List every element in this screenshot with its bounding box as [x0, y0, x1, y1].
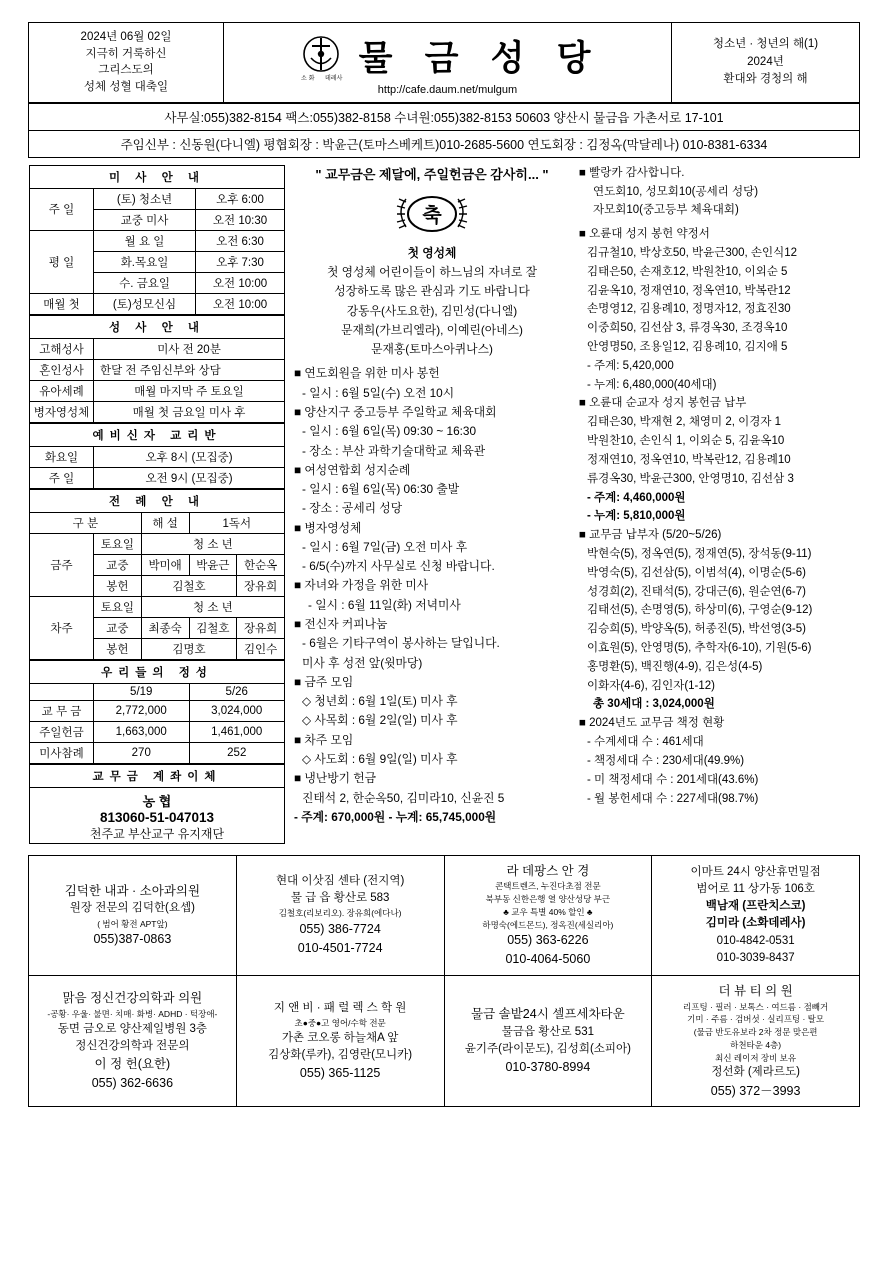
- offering-r0-b: 3,024,000: [189, 700, 285, 721]
- ad-0[interactable]: [29, 855, 237, 975]
- liturgy-week-next: 차주: [30, 596, 94, 659]
- mass-schedule-title: 미 사 안 내: [30, 165, 285, 188]
- sacrament-val-3: 매월 첫 금요일 미사 후: [94, 401, 285, 422]
- ad-1-line-1: 물 급 읍 황산로 583: [290, 892, 390, 905]
- mass-row-2-time: 오전 6:30: [196, 230, 285, 251]
- ad-1-line-4: 010-4501-7724: [297, 940, 383, 955]
- ad-5-line-0: 지 앤 비 · 패 럴 렉 스 학 원: [273, 1001, 407, 1014]
- notice-2-line-1: - 장소 : 공세리 성당: [302, 501, 403, 516]
- first-communion-name-2: 문재홍(토마스아퀴나스): [371, 342, 493, 357]
- liturgy-r0-span: 청 소 년: [141, 533, 284, 554]
- mass-row-4-time: 오전 10:00: [196, 272, 285, 293]
- offering-table: [29, 660, 285, 764]
- left-column: [28, 164, 286, 845]
- ad-2-line-2: 북부동 신한은행 열 양산성당 부근: [485, 894, 611, 905]
- sacrament-key-1: 혼인성사: [30, 359, 94, 380]
- ad-4-line-2: 동면 금오로 양산제일병원 3층: [57, 1022, 208, 1035]
- liturgy-r3-span: 청 소 년: [141, 596, 284, 617]
- martyr-line-2: 정재연10, 정옥연10, 박복란12, 김용례10: [587, 453, 791, 466]
- contact-line-clergy: 주임신부 : 신동원(다니엘) 평협회장 : 박윤근(토마스베케트)010-2685-5600 연도회장 : 김정옥(막달레나) 010-8381-6334: [29, 130, 860, 157]
- sacrament-val-1: 한달 전 주임신부와 상담: [94, 359, 285, 380]
- offering-r1-key: 주일헌금: [30, 721, 94, 742]
- notice-6-line-0: ◇ 청년회 : 6월 1일(토) 미사 후: [302, 694, 458, 709]
- martyr-line-3: 류경옥30, 박윤근300, 안영명10, 김선삼 3: [587, 472, 794, 485]
- mass-row-3-time: 오후 7:30: [196, 251, 285, 272]
- ad-3-line-3: 김미라 (소화데레사): [705, 917, 806, 930]
- masthead: [28, 22, 860, 103]
- status-line-1: - 책정세대 수 : 230세대(49.9%): [587, 754, 745, 767]
- dues-line-0: 박현숙(5), 정옥연(5), 정재연(5), 장석동(9-11): [587, 547, 812, 560]
- ad-3-line-1: 범어로 11 상가동 106호: [696, 882, 815, 895]
- notice-8-head: ■ 냉난방기 헌금: [294, 771, 377, 786]
- mass-row-0-time: 오후 6:00: [196, 188, 285, 209]
- thanks-head: ■ 빨랑카 감사합니다.: [579, 166, 685, 179]
- mass-footer-time: 오전 10:00: [196, 293, 285, 314]
- congratulation-emblem: [294, 189, 570, 242]
- status-head: ■ 2024년도 교무금 책정 현황: [579, 717, 725, 730]
- liturgy-r5-key: 봉헌: [94, 638, 142, 659]
- bank-title: 교무금 계좌이체: [30, 764, 285, 787]
- pledge-line-4: 이중희50, 김선삼 3, 류경옥30, 조경옥10: [587, 322, 788, 335]
- catechumen-table: [29, 423, 285, 489]
- crest-left-label: 소 화: [300, 75, 315, 83]
- notice-2-line-0: - 일시 : 6월 6일(목) 06:30 출발: [302, 482, 460, 497]
- ad-4-line-3: 정신건강의학과 전문의: [75, 1040, 190, 1053]
- masthead-date-line-4: 성체 성혈 대축일: [83, 81, 169, 94]
- ad-4-line-1: -공황· 우울· 불면· 치매· 화병· ADHD · 턱장애-: [47, 1009, 218, 1020]
- masthead-year-theme: [672, 23, 860, 103]
- ad-7-line-3: (물금 반도유보라 2차 정문 맞은편: [693, 1027, 818, 1038]
- ad-0-line-1: 원장 전문의 김덕한(요셉): [69, 902, 195, 915]
- ad-2-line-4: 하명숙(에드몬드), 정옥진(세실리아): [482, 919, 614, 930]
- liturgy-r4-v0: 최종숙: [141, 617, 189, 638]
- liturgy-r1-v1: 박윤근: [189, 554, 237, 575]
- offering-col-1: 5/19: [94, 683, 190, 700]
- dues-line-4: 김승희(5), 박양옥(5), 허종진(5), 박선영(3-5): [587, 623, 806, 636]
- ad-6-line-0: 물금 솔밭24시 셀프세차타운: [471, 1007, 625, 1022]
- mass-row-2-name: 월 요 일: [94, 230, 196, 251]
- pledge-sum-1: - 누계: 6,480,000(40세대): [587, 378, 717, 391]
- church-name: 물 금 성 당: [358, 39, 601, 80]
- notice-6-head: ■ 금주 모임: [294, 674, 354, 689]
- pledge-line-3: 손명영12, 김용례10, 정명자12, 정효진30: [587, 303, 791, 316]
- ad-1-line-0: 현대 이삿짐 센타 (전지역): [275, 874, 405, 887]
- martyr-line-0: 김태은30, 박재현 2, 채영미 2, 이경자 1: [587, 416, 782, 429]
- right-column: [578, 164, 860, 845]
- notice-2-head: ■ 여성연합회 성지순례: [294, 462, 411, 477]
- contact-line-office: 사무실:055)382-8154 팩스:055)382-8158 수녀원:055)382-8153 50603 양산시 물금읍 가촌서로 17-101: [29, 103, 860, 130]
- ad-5-line-3: 김상화(루카), 김영란(모니카): [268, 1048, 413, 1061]
- catechumen-title: 예비신자 교리반: [30, 423, 285, 446]
- ad-0-line-3: 055)387-0863: [93, 932, 172, 947]
- masthead-date-block: [29, 23, 224, 103]
- pledge-line-1: 김태은50, 손재호12, 박원찬10, 이외순 5: [587, 265, 788, 278]
- contact-bar: [28, 103, 860, 158]
- offering-title: 우리들의 정성: [30, 660, 285, 683]
- martyr-sum-0: - 주계: 4,460,000원: [587, 491, 686, 504]
- svg-text:축: 축: [422, 202, 442, 227]
- notice-7-head: ■ 차주 모임: [294, 732, 354, 747]
- catechumen-key-1: 주 일: [30, 467, 94, 488]
- liturgy-r5-v0: 김명호: [141, 638, 237, 659]
- first-communion-name-0: 강동우(사도요한), 김민성(다니엘): [346, 303, 518, 318]
- liturgy-r1-v0: 박미애: [141, 554, 189, 575]
- status-line-2: - 미 책정세대 수 : 201세대(43.6%): [587, 773, 759, 786]
- right-text: [579, 165, 859, 809]
- liturgy-head-0: 구 분: [30, 512, 142, 533]
- ad-3-line-2: 백남재 (프란치스코): [705, 900, 806, 913]
- mass-row-0-name: (토) 청소년: [94, 188, 196, 209]
- sacrament-key-0: 고해성사: [30, 338, 94, 359]
- masthead-date-line-3: 그리스도의: [98, 64, 154, 77]
- bulletin-quote: " 교무금은 제달에, 주일헌금은 감사히... ": [315, 166, 549, 182]
- sacrament-table: [29, 315, 285, 423]
- notice-8-totals: - 주계: 670,000원 - 누계: 65,745,000원: [294, 809, 497, 824]
- ad-7-line-4: 하천타운 4층): [730, 1039, 782, 1050]
- bank-name: 농 협: [142, 793, 172, 809]
- liturgy-week-this: 금주: [30, 533, 94, 596]
- ad-2-line-3: ♣ 교우 특별 40% 할인 ♣: [503, 906, 593, 917]
- ad-0-line-0: 김덕한 내과 · 소아과의원: [64, 883, 201, 898]
- dues-line-6: 홍명환(5), 백진행(4-9), 김은성(4-5): [587, 660, 763, 673]
- sacrament-val-2: 매월 마지막 주 토요일: [94, 380, 285, 401]
- notice-3-line-1: - 6/5(수)까지 사무실로 신청 바랍니다.: [302, 559, 495, 574]
- ad-4[interactable]: [29, 975, 237, 1107]
- first-communion-name-1: 문재희(가브리엘라), 이예린(아네스): [341, 322, 523, 337]
- notice-0-head: ■ 연도회원을 위한 미사 봉헌: [294, 366, 440, 381]
- martyr-head: ■ 오륜대 순교자 성지 봉헌금 납부: [579, 397, 747, 410]
- mass-row-4-name: 수. 금요일: [94, 272, 196, 293]
- theme-line-2: 2024년: [747, 55, 784, 68]
- ad-2-line-1: 콘택트렌즈, 누진다초점 전문: [495, 881, 601, 892]
- liturgy-r2-v0: 김철호: [141, 575, 237, 596]
- notice-5-line-1: 미사 후 성전 앞(윗마당): [302, 655, 423, 670]
- ad-3-line-4: 010-4842-0531: [716, 934, 795, 947]
- sacrament-key-3: 병자영성체: [30, 401, 94, 422]
- ad-5-line-2: 가촌 코오롱 하늘채A 앞: [281, 1031, 399, 1044]
- mass-row-1-time: 오전 10:30: [196, 209, 285, 230]
- pledge-line-0: 김규철10, 박상호50, 박윤근300, 손인식12: [587, 246, 798, 259]
- ad-7-line-5: 최신 레이저 장비 보유: [715, 1052, 797, 1063]
- liturgy-head-2: 1독서: [189, 512, 285, 533]
- masthead-date-line-1: 2024년 06월 02일: [80, 31, 172, 43]
- crest-right-label: 데레사: [324, 75, 342, 83]
- bank-account-holder: 천주교 부산교구 유지재단: [89, 826, 225, 841]
- ad-1-line-2: 김철호(리보리오). 장유희(에다나): [278, 908, 402, 919]
- ad-7-line-2: 기미 · 주름 · 검버섯 · 실리프팅 · 탈모: [687, 1014, 825, 1025]
- liturgy-table: [29, 489, 285, 660]
- ad-7-line-1: 리프팅 · 필러 · 보톡스 · 여드름 · 점빼거: [683, 1001, 829, 1012]
- mass-group-sunday: 주 일: [30, 188, 94, 230]
- first-communion-line-1: 첫 영성체 어린이들이 하느님의 자녀로 잘: [326, 264, 538, 279]
- offering-r2-key: 미사참례: [30, 742, 94, 763]
- liturgy-head-1: 해 설: [141, 512, 189, 533]
- ad-3-line-5: 010-3039-8437: [716, 951, 795, 964]
- pledge-sum-0: - 주계: 5,420,000: [587, 359, 674, 372]
- sacrament-title: 성 사 안 내: [30, 315, 285, 338]
- ad-3[interactable]: [652, 855, 860, 975]
- notice-5-head: ■ 전신자 커피나눔: [294, 617, 388, 632]
- bank-account-number: 813060-51-047013: [99, 809, 215, 825]
- pledge-line-2: 김윤옥10, 정재연10, 정옥연10, 박복란12: [587, 284, 791, 297]
- liturgy-r4-key: 교중: [94, 617, 142, 638]
- mass-footer-label: 매월 첫: [30, 293, 94, 314]
- ad-3-line-0: 이마트 24시 양산휴먼밀점: [690, 865, 821, 878]
- middle-column: [286, 164, 578, 845]
- ad-7-line-7: 055) 372－3993: [710, 1083, 801, 1098]
- notice-1-line-0: - 일시 : 6월 6일(목) 09:30 ~ 16:30: [302, 424, 477, 439]
- notice-5-line-0: - 6월은 기타구역이 봉사하는 달입니다.: [302, 636, 500, 651]
- mass-row-3-name: 화.목요일: [94, 251, 196, 272]
- dues-line-5: 이효원(5), 안영명(5), 추학자(6-10), 기원(5-6): [587, 642, 812, 654]
- notice-3-line-0: - 일시 : 6월 7일(금) 오전 미사 후: [302, 539, 468, 554]
- first-communion-title: 첫 영성체: [407, 245, 457, 260]
- notice-6-line-1: ◇ 사목회 : 6월 2일(일) 미사 후: [302, 713, 458, 728]
- notice-4-line-0: - 일시 : 6월 11일(화) 저녁미사: [308, 597, 461, 612]
- church-crest-icon: [295, 30, 347, 82]
- bank-transfer-table: [29, 764, 285, 844]
- dues-total: 총 30세대 : 3,024,000원: [593, 698, 715, 711]
- sacrament-val-0: 미사 전 20분: [94, 338, 285, 359]
- dues-line-3: 김태선(5), 손명영(5), 하상미(6), 구영순(9-12): [587, 604, 813, 617]
- ad-2-line-5: 055) 363-6226: [507, 933, 589, 948]
- dues-line-7: 이화자(4-6), 김인자(1-12): [587, 679, 715, 692]
- liturgy-r3-key: 토요일: [94, 596, 142, 617]
- pledge-head: ■ 오륜대 성지 봉헌 약정서: [579, 228, 710, 241]
- ad-6-line-3: 010-3780-8994: [505, 1060, 591, 1075]
- ad-2-line-6: 010-4064-5060: [505, 952, 591, 967]
- ad-4-line-5: 055) 362-6636: [91, 1076, 174, 1091]
- dues-line-2: 성경희(2), 진태석(5), 강대근(6), 원순연(6-7): [587, 585, 806, 598]
- main-content: [28, 164, 860, 845]
- notice-3-head: ■ 병자영성체: [294, 520, 362, 535]
- ad-6-line-2: 윤기주(라이문도), 김성희(소피아): [464, 1043, 631, 1056]
- ad-5-line-1: 초●중●고 영어/수학 전문: [294, 1017, 386, 1028]
- laurel-chuk-icon: [386, 189, 478, 239]
- liturgy-r2-v1: 장유희: [237, 575, 285, 596]
- notice-1-line-1: - 장소 : 부산 과학기술대학교 체육관: [302, 443, 486, 458]
- ad-4-line-0: 맑음 정신건강의학과 의원: [62, 991, 203, 1006]
- liturgy-r1-key: 교중: [94, 554, 142, 575]
- ad-7-line-0: 더 뷰 티 의 원: [718, 983, 793, 998]
- offering-r0-key: 교 무 금: [30, 700, 94, 721]
- martyr-sum-1: - 누계: 5,810,000원: [587, 510, 686, 523]
- status-line-3: - 월 봉헌세대 수 : 227세대(98.7%): [587, 792, 759, 805]
- offering-r2-b: 252: [189, 742, 285, 763]
- mass-row-1-name: 교중 미사: [94, 209, 196, 230]
- middle-text: [294, 244, 570, 826]
- liturgy-r0-key: 토요일: [94, 533, 142, 554]
- mass-schedule-table: [29, 165, 285, 315]
- ad-6-line-1: 물금읍 황산로 531: [501, 1025, 594, 1038]
- status-line-0: - 수계세대 수 : 461세대: [587, 736, 704, 749]
- liturgy-r2-key: 봉헌: [94, 575, 142, 596]
- notice-1-head: ■ 양산지구 중고등부 주일학교 체육대회: [294, 404, 497, 419]
- ad-1[interactable]: [236, 855, 444, 975]
- notice-7-line-0: ◇ 사도회 : 6월 9일(일) 미사 후: [302, 752, 458, 766]
- notice-8-line-0: 진태석 2, 한순옥50, 김미라10, 신윤진 5: [302, 790, 505, 805]
- ad-5[interactable]: [236, 975, 444, 1107]
- mass-footer-name: (토)성모신심: [94, 293, 196, 314]
- masthead-date-line-2: 지극히 거룩하신: [85, 47, 167, 60]
- thanks-line-0: 연도회10, 성모회10(공세리 성당): [593, 185, 759, 198]
- offering-r2-a: 270: [94, 742, 190, 763]
- thanks-line-1: 자모회10(중고등부 체육대회): [593, 204, 739, 217]
- pledge-line-5: 안영명50, 조용일12, 김용례10, 김지애 5: [587, 341, 788, 353]
- liturgy-r5-v1: 김인수: [237, 638, 285, 659]
- dues-head: ■ 교무금 납부자 (5/20~5/26): [579, 529, 722, 542]
- martyr-line-1: 박원찬10, 손인식 1, 이외순 5, 김윤옥10: [587, 435, 785, 448]
- dues-line-1: 박영숙(5), 김선삼(5), 이범석(4), 이명순(5-6): [587, 566, 806, 579]
- ad-4-line-4: 이 정 헌(요한): [94, 1057, 171, 1072]
- liturgy-r1-v2: 한순옥: [237, 554, 285, 575]
- offering-r1-a: 1,663,000: [94, 721, 190, 742]
- liturgy-r4-v1: 김철호: [189, 617, 237, 638]
- sacrament-key-2: 유아세례: [30, 380, 94, 401]
- offering-col-2: 5/26: [189, 683, 285, 700]
- mass-group-weekday: 평 일: [30, 230, 94, 293]
- notice-4-head: ■ 자녀와 가정을 위한 미사: [294, 578, 429, 593]
- ad-7[interactable]: [652, 975, 860, 1107]
- ad-1-line-3: 055) 386-7724: [299, 922, 381, 937]
- catechumen-key-0: 화요일: [30, 446, 94, 467]
- advertisements: [28, 855, 860, 1108]
- offering-r1-b: 1,461,000: [189, 721, 285, 742]
- ad-7-line-6: 정선화 (제라르도): [711, 1066, 800, 1079]
- ad-2-line-0: 라 데팡스 안 경: [506, 863, 590, 878]
- offering-col-0: [30, 683, 94, 700]
- offering-r0-a: 2,772,000: [94, 700, 190, 721]
- catechumen-val-1: 오전 9시 (모집중): [94, 467, 285, 488]
- catechumen-val-0: 오후 8시 (모집중): [94, 446, 285, 467]
- liturgy-r4-v2: 장유희: [237, 617, 285, 638]
- ad-2[interactable]: [444, 855, 652, 975]
- ad-0-line-2: ( 범어 황전 APT앞): [97, 918, 168, 929]
- first-communion-line-2: 성장하도록 많은 관심과 기도 바랍니다: [334, 284, 530, 299]
- masthead-title-block: [224, 23, 672, 103]
- theme-line-1: 청소년 · 청년의 해(1): [712, 38, 819, 51]
- liturgy-title: 전 례 안 내: [30, 489, 285, 512]
- ad-6[interactable]: [444, 975, 652, 1107]
- theme-line-3: 환대와 경청의 해: [723, 72, 808, 85]
- notice-0-line-0: - 일시 : 6월 5일(수) 오전 10시: [302, 385, 455, 400]
- ad-5-line-4: 055) 365-1125: [299, 1066, 381, 1081]
- website-url[interactable]: http://cafe.daum.net/mulgum: [377, 84, 518, 97]
